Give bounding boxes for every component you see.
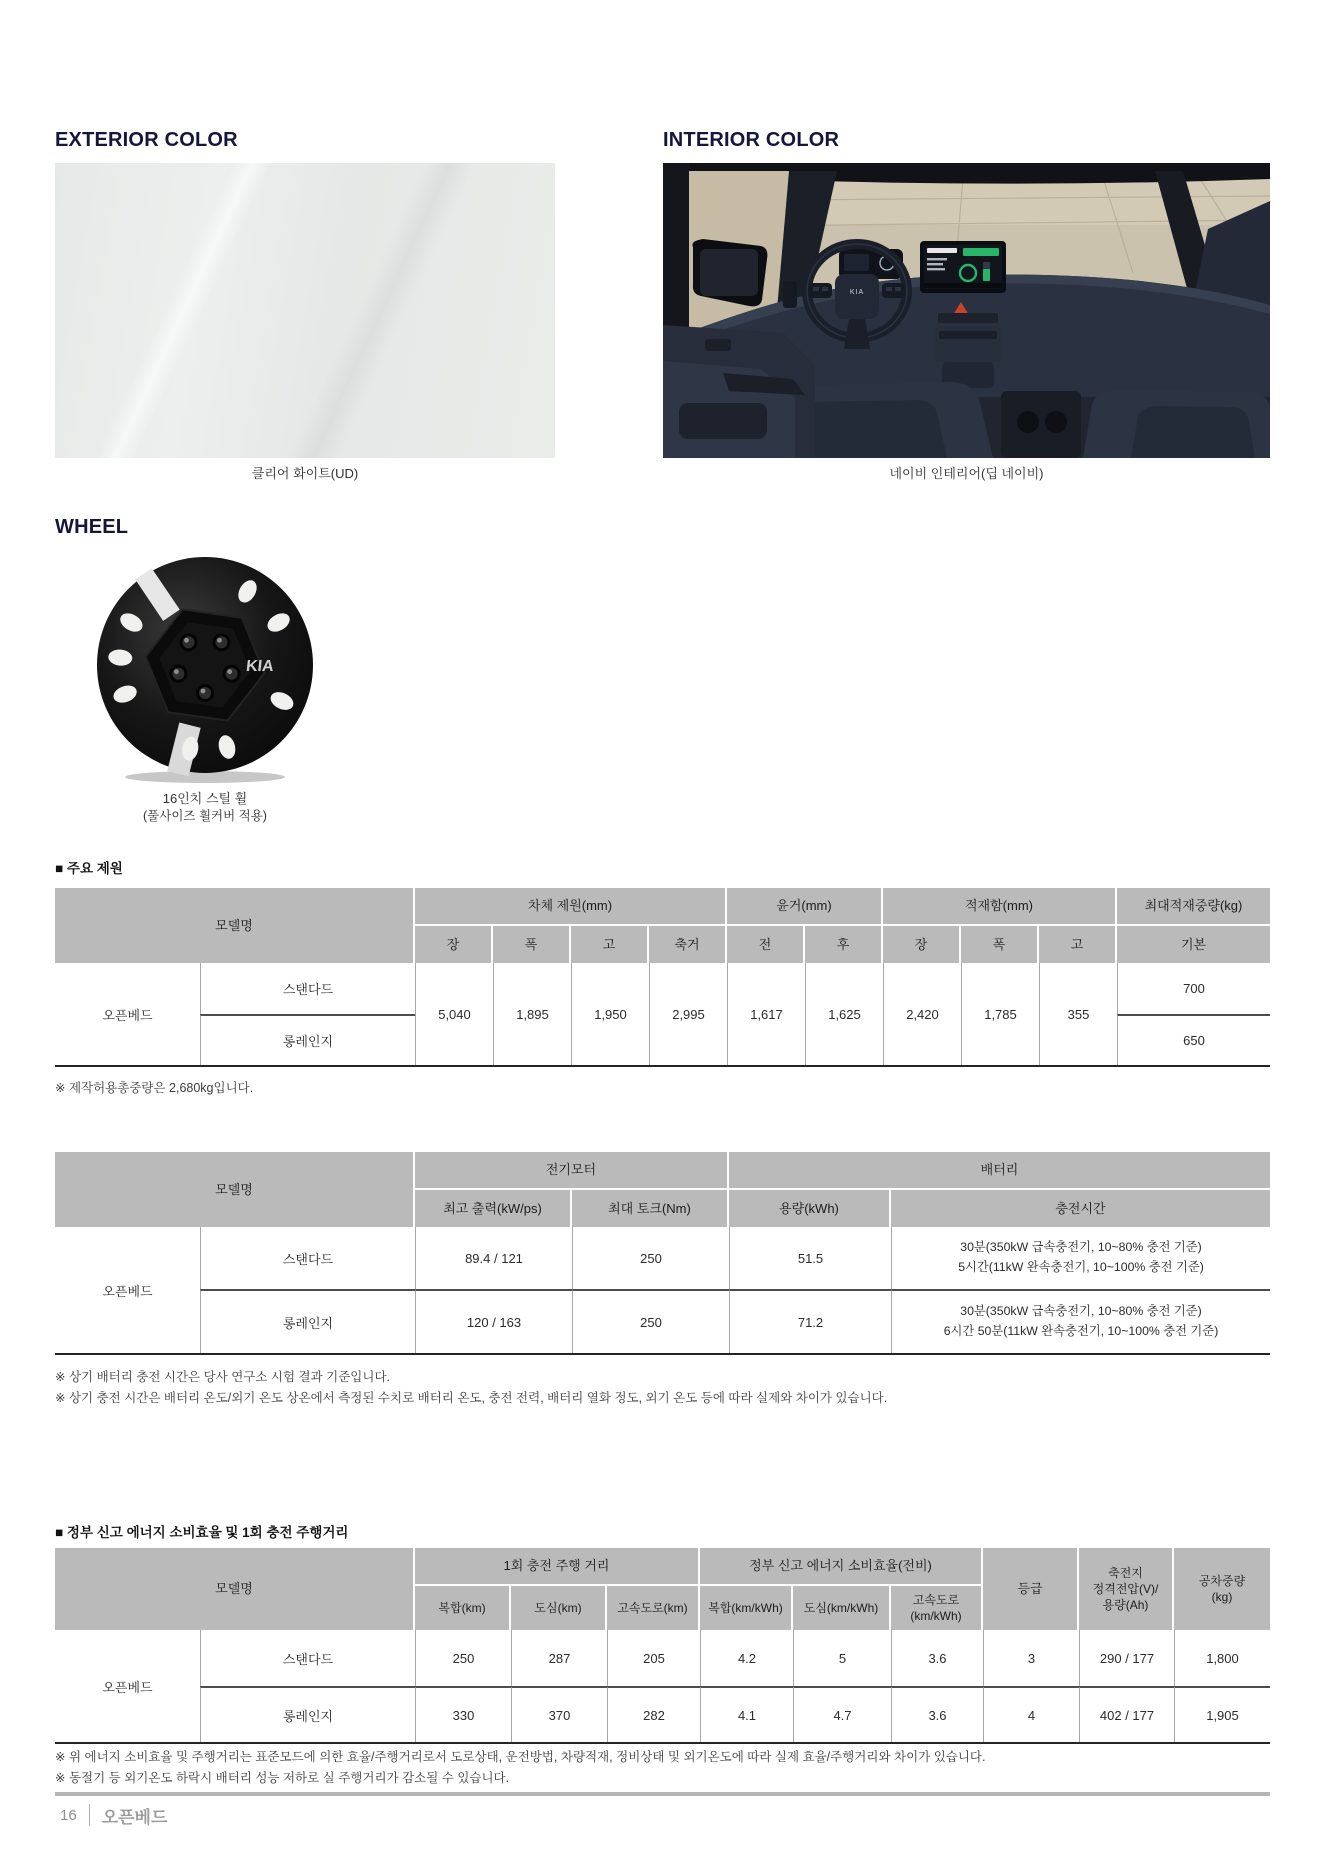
- data-cell: 89.4 / 121: [415, 1227, 572, 1289]
- steering-kia-logo: KIA: [849, 289, 865, 296]
- header-cell: 후: [805, 926, 883, 963]
- charge-line: 30분(350kW 급속충전기, 10~80% 충전 기준): [960, 1240, 1202, 1255]
- header-cell: 고: [1039, 926, 1117, 963]
- header-model: 모델명: [55, 888, 415, 963]
- note-line: ※ 동절기 등 외기온도 하락시 배터리 성능 저하로 실 주행거리가 감소될 수 있습니다.: [55, 1771, 510, 1785]
- data-cell: 3: [983, 1630, 1079, 1686]
- exterior-color-swatch: [55, 163, 555, 458]
- trim-cell: 스탠다드: [200, 963, 415, 1014]
- air-vent: [783, 281, 797, 308]
- efficiency-notes: [55, 1747, 985, 1789]
- data-cell: 4: [983, 1686, 1079, 1742]
- wheel-photo: [95, 553, 315, 785]
- data-cell: 5: [793, 1630, 891, 1686]
- note-line: ※ 상기 배터리 충전 시간은 당사 연구소 시험 결과 기준입니다.: [55, 1370, 391, 1384]
- model-cell: 오픈베드: [55, 963, 200, 1065]
- interior-color-title: INTERIOR COLOR: [663, 129, 840, 151]
- header-group-payload: 최대적재중량(kg): [1117, 888, 1270, 926]
- data-cell: 330: [415, 1686, 511, 1742]
- header-cell: 장: [883, 926, 961, 963]
- data-cell: 4.7: [793, 1686, 891, 1742]
- exterior-color-title: EXTERIOR COLOR: [55, 129, 238, 151]
- header-model: 모델명: [55, 1152, 415, 1227]
- data-cell: 3.6: [891, 1686, 983, 1742]
- data-cell: 4.2: [700, 1630, 793, 1686]
- data-cell: 650: [1117, 1014, 1270, 1065]
- header-cell: 고속도로(km/kWh): [891, 1586, 983, 1630]
- spec-note: ※ 제작허용총중량은 2,680kg입니다.: [55, 1081, 254, 1095]
- spec-section-title: ■ 주요 제원: [55, 861, 123, 876]
- footer: [60, 1802, 167, 1828]
- trim-cell: 스탠다드: [200, 1630, 415, 1686]
- header-cell: 충전시간: [891, 1190, 1270, 1227]
- data-cell: 402 / 177: [1079, 1686, 1174, 1742]
- footer-separator: [89, 1804, 90, 1826]
- header-cell: 폭: [961, 926, 1039, 963]
- powertrain-notes: [55, 1367, 887, 1409]
- note-line: ※ 위 에너지 소비효율 및 주행거리는 표준모드에 의한 효율/주행거리로서 도로상태, 운전방법, 차량적재, 정비상태 및 외기온도에 따라 실제 효율/주행거리와 차이가 있습니다.: [55, 1750, 986, 1764]
- header-cell: 도심(km/kWh): [793, 1586, 891, 1630]
- data-cell: [891, 1289, 1270, 1353]
- wheel-illustration: [95, 553, 315, 785]
- data-cell: 1,950: [571, 963, 649, 1065]
- header-cell: 도심(km): [511, 1586, 607, 1630]
- charge-line: 5시간(11kW 완속충전기, 10~100% 충전 기준): [958, 1260, 1204, 1274]
- header-line: (kg): [1211, 1590, 1233, 1604]
- charge-line: 6시간 50분(11kW 완속충전기, 10~100% 충전 기준): [943, 1324, 1219, 1338]
- header-line: 정격전압(V)/: [1092, 1581, 1159, 1596]
- header-group-track: 윤거(mm): [727, 888, 883, 926]
- header-cell: 복합(km/kWh): [700, 1586, 793, 1630]
- header-cell: 고: [571, 926, 649, 963]
- charge-line: 30분(350kW 급속충전기, 10~80% 충전 기준): [960, 1304, 1202, 1319]
- passenger-seat: [1083, 390, 1270, 458]
- cupholder-console: [1001, 391, 1081, 458]
- header-line: 용량(Ah): [1102, 1598, 1149, 1613]
- header-model: 모델명: [55, 1548, 415, 1630]
- footer-divider: [55, 1792, 1270, 1796]
- header-cell: 최고 출력(kW/ps): [415, 1190, 572, 1227]
- header-battery-spec: [1079, 1548, 1174, 1630]
- header-cell: 용량(kWh): [729, 1190, 891, 1227]
- data-cell: 5,040: [415, 963, 493, 1065]
- model-cell: 오픈베드: [55, 1630, 200, 1742]
- data-cell: 282: [607, 1686, 700, 1742]
- wheel-title: WHEEL: [55, 516, 129, 538]
- header-group-body: 차체 제원(mm): [415, 888, 727, 926]
- data-cell: 355: [1039, 963, 1117, 1065]
- header-cell: 축거: [649, 926, 727, 963]
- data-cell: 71.2: [729, 1289, 891, 1353]
- header-group-motor: 전기모터: [415, 1152, 729, 1190]
- data-cell: 2,995: [649, 963, 727, 1065]
- trim-cell: 롱레인지: [200, 1014, 415, 1065]
- efficiency-section-title: ■ 정부 신고 에너지 소비효율 및 1회 충전 주행거리: [55, 1525, 349, 1540]
- data-cell: 51.5: [729, 1227, 891, 1289]
- trim-cell: 롱레인지: [200, 1686, 415, 1742]
- data-cell: 370: [511, 1686, 607, 1742]
- interior-photo: [663, 163, 1270, 458]
- data-cell: 1,785: [961, 963, 1039, 1065]
- interior-color-caption: 네이비 인테리어(딥 네이비): [889, 466, 1044, 481]
- interior-illustration: [663, 163, 1270, 458]
- data-cell: 120 / 163: [415, 1289, 572, 1353]
- header-group-battery: 배터리: [729, 1152, 1270, 1190]
- header-cell: 기본: [1117, 926, 1270, 963]
- header-curb-weight: [1174, 1548, 1270, 1630]
- page-number: 16: [60, 1806, 77, 1824]
- trim-cell: 스탠다드: [200, 1227, 415, 1289]
- spec-table: [55, 888, 1270, 1067]
- data-cell: 3.6: [891, 1630, 983, 1686]
- data-cell: 1,905: [1174, 1686, 1270, 1742]
- data-cell: [891, 1227, 1270, 1289]
- header-cell: 복합(km): [415, 1586, 511, 1630]
- exterior-color-caption: 클리어 화이트(UD): [251, 466, 359, 481]
- header-grade: 등급: [983, 1548, 1079, 1630]
- footer-section-name: 오픈베드: [101, 1807, 168, 1827]
- efficiency-table: [55, 1548, 1270, 1744]
- data-cell: 250: [415, 1630, 511, 1686]
- header-line: 공차중량: [1198, 1573, 1246, 1588]
- header-group-range: 1회 충전 주행 거리: [415, 1548, 700, 1586]
- model-cell: 오픈베드: [55, 1227, 200, 1353]
- kia-logo: KIA: [245, 657, 275, 675]
- wheel-caption-line2: (풀사이즈 휠커버 적용): [143, 809, 267, 823]
- data-cell: 1,895: [493, 963, 571, 1065]
- trim-cell: 롱레인지: [200, 1289, 415, 1353]
- header-line: 축전지: [1108, 1565, 1143, 1580]
- data-cell: 700: [1117, 963, 1270, 1014]
- header-cell: 폭: [493, 926, 571, 963]
- data-cell: 1,800: [1174, 1630, 1270, 1686]
- door-panel: [663, 325, 815, 458]
- note-line: ※ 상기 충전 시간은 배터리 온도/외기 온도 상온에서 측정된 수치로 배터리 온도, 충전 전력, 배터리 열화 정도, 외기 온도 등에 따라 실제와 차이가 있습니다.: [55, 1391, 888, 1405]
- data-cell: 2,420: [883, 963, 961, 1065]
- header-cell: 최대 토크(Nm): [572, 1190, 729, 1227]
- powertrain-table: [55, 1152, 1270, 1355]
- data-cell: 250: [572, 1289, 729, 1353]
- data-cell: 1,625: [805, 963, 883, 1065]
- data-cell: 1,617: [727, 963, 805, 1065]
- data-cell: 205: [607, 1630, 700, 1686]
- data-cell: 287: [511, 1630, 607, 1686]
- infotainment-screen: [920, 241, 1006, 293]
- header-cell: 장: [415, 926, 493, 963]
- header-group-efficiency: 정부 신고 에너지 소비효율(전비): [700, 1548, 983, 1586]
- header-cell: 고속도로(km): [607, 1586, 700, 1630]
- header-cell: 전: [727, 926, 805, 963]
- wheel-caption-line1: 16인치 스틸 휠: [162, 791, 248, 806]
- data-cell: 250: [572, 1227, 729, 1289]
- header-group-bed: 적재함(mm): [883, 888, 1117, 926]
- data-cell: 4.1: [700, 1686, 793, 1742]
- data-cell: 290 / 177: [1079, 1630, 1174, 1686]
